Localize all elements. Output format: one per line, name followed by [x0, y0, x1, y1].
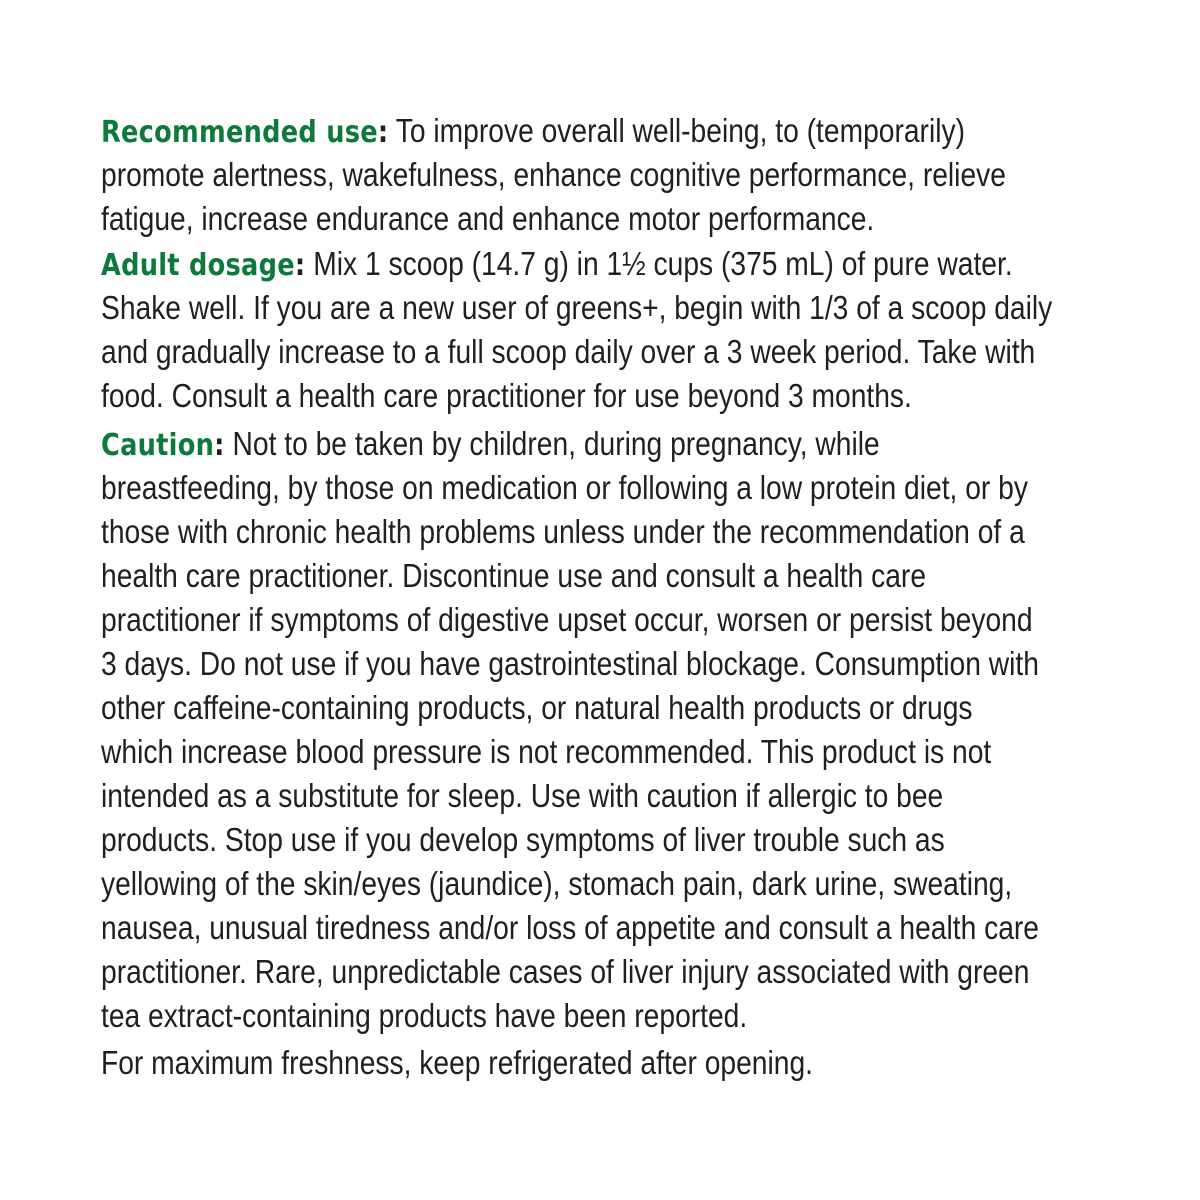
section-text: nausea, unusual tiredness and/or loss of appetite and consult a health care	[101, 909, 1040, 946]
section-line	[101, 818, 945, 862]
section-line	[101, 422, 880, 466]
section-line	[101, 598, 1033, 642]
section-text: promote alertness, wakefulness, enhance cognitive performance, relieve	[101, 156, 1006, 193]
section-text: practitioner if symptoms of digestive upset occur, worsen or persist beyond	[101, 601, 1033, 638]
section-line	[101, 994, 747, 1038]
section-text: products. Stop use if you develop symptoms of liver trouble such as	[101, 821, 945, 858]
section-heading-text: Caution	[101, 428, 215, 463]
section-heading-text: Adult dosage	[101, 248, 295, 283]
section-text: Not to be taken by children, during pregnancy, while	[232, 425, 880, 462]
section-line	[101, 286, 1052, 330]
section-text: Shake well. If you are a new user of greens+, begin with 1/3 of a scoop daily	[101, 289, 1053, 326]
section-line	[101, 330, 1035, 374]
section-text: practitioner. Rare, unpredictable cases of liver injury associated with green	[101, 953, 1030, 990]
section-text: fatigue, increase endurance and enhance motor performance.	[101, 200, 875, 237]
section-text: breastfeeding, by those on medication or following a low protein diet, or by	[101, 469, 1028, 506]
section-line	[101, 374, 912, 418]
heading-colon: :	[294, 248, 306, 283]
section-heading	[101, 428, 225, 463]
section-line	[101, 950, 1029, 994]
section-text: intended as a substitute for sleep. Use with caution if allergic to bee	[101, 777, 944, 814]
heading-colon: :	[377, 115, 389, 150]
section-text: To improve overall well-being, to (temporarily)	[395, 112, 965, 149]
section-text: 3 days. Do not use if you have gastrointestinal blockage. Consumption with	[101, 645, 1039, 682]
section-line	[101, 554, 926, 598]
storage-note: For maximum freshness, keep refrigerated after opening.	[101, 1044, 813, 1081]
section-line	[101, 153, 1006, 197]
section-text: those with chronic health problems unless under the recommendation of a	[101, 513, 1025, 550]
section-line	[101, 906, 1039, 950]
section-line	[101, 686, 973, 730]
section-text: other caffeine-containing products, or natural health products or drugs	[101, 689, 973, 726]
section-text: and gradually increase to a full scoop daily over a 3 week period. Take with	[101, 333, 1036, 370]
section-line	[101, 242, 1013, 286]
heading-colon: :	[214, 428, 225, 463]
section-heading-text: Recommended use	[101, 115, 378, 150]
section-text: health care practitioner. Discontinue use and consult a health care	[101, 557, 927, 594]
section-line	[101, 109, 965, 153]
section-text: food. Consult a health care practitioner for use beyond 3 months.	[101, 377, 912, 414]
section-line	[101, 774, 943, 818]
section-line	[101, 197, 874, 241]
section-text: which increase blood pressure is not recommended. This product is not	[101, 733, 992, 770]
section-heading	[101, 248, 305, 283]
section-line	[101, 730, 991, 774]
section-line	[101, 510, 1025, 554]
section-line	[101, 862, 1012, 906]
section-text: yellowing of the skin/eyes (jaundice), stomach pain, dark urine, sweating,	[101, 865, 1013, 902]
section-heading	[101, 115, 388, 150]
section-line	[101, 642, 1039, 686]
section-text: Mix 1 scoop (14.7 g) in 1½ cups (375 mL) of pure water.	[313, 245, 1013, 282]
section-text: tea extract-containing products have been reported.	[101, 997, 748, 1034]
section-line	[101, 466, 1028, 510]
